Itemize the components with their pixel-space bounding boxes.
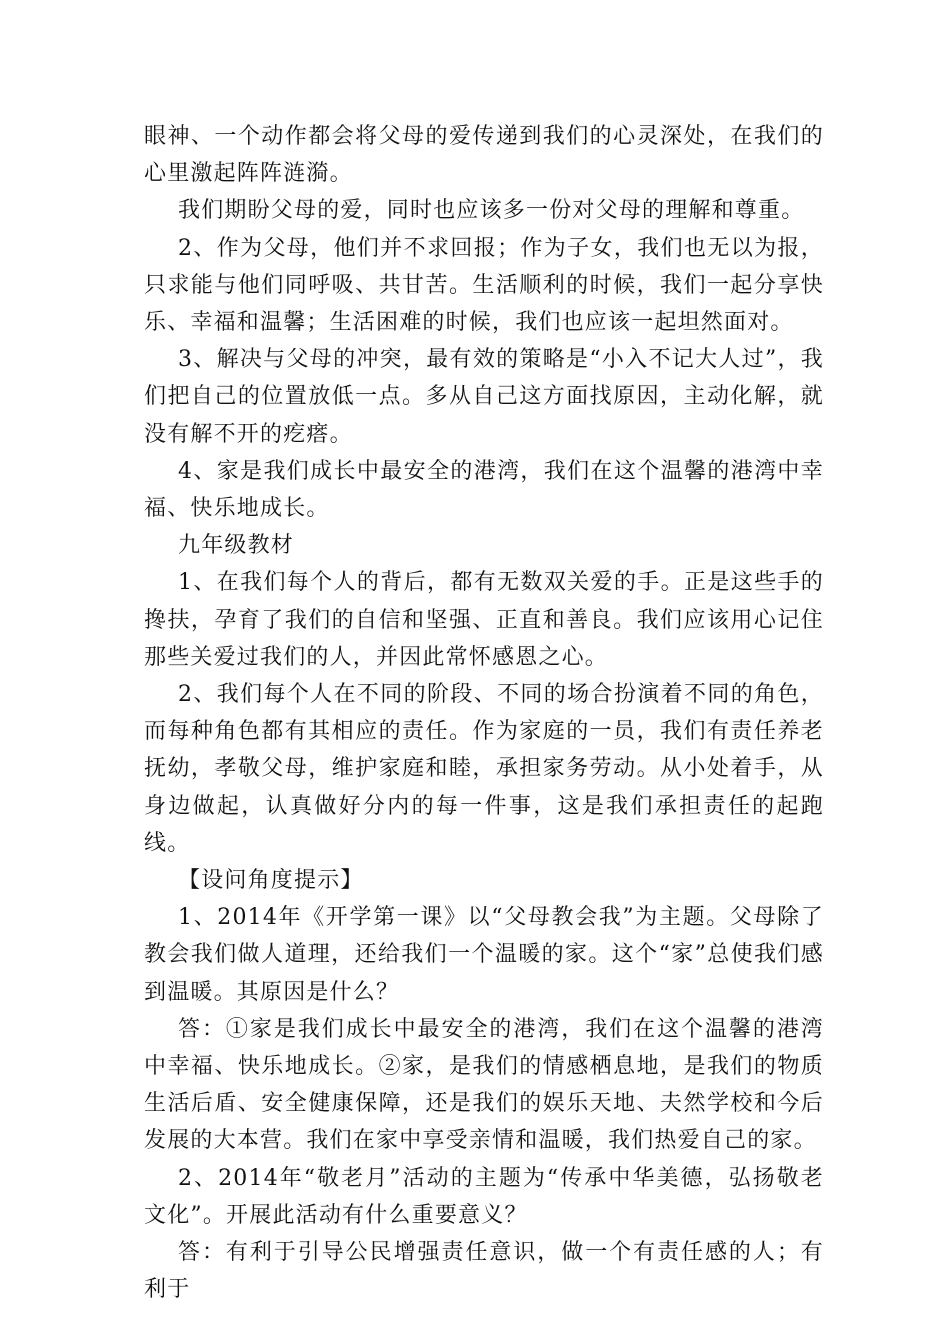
paragraph-grade9-point-2: 2、我们每个人在不同的阶段、不同的场合扮演着不同的角色，而每种角色都有其相应的责任。作为家庭的一员，我们有责任养老抚幼，孝敬父母，维护家庭和睦，承担家务劳动。从小处着手，从身边做起，认真做好分内的每一件事，这是我们承担责任的起跑线。 xyxy=(144,682,824,856)
question-2: 2、2014年“敬老月”活动的主题为“传承中华美德，弘扬敬老文化”。开展此活动有什么重要意义？ xyxy=(144,1165,824,1228)
answer-1: 答：①家是我们成长中最安全的港湾，我们在这个温馨的港湾中幸福、快乐地成长。②家，是我们的情感栖息地，是我们的物质生活后盾、安全健康保障，还是我们的娱乐天地、夫然学校和今后发展的大本营。我们在家中享受亲情和温暖，我们热爱自己的家。 xyxy=(144,1016,824,1154)
document-body xyxy=(144,118,824,1309)
paragraph-point-4: 4、家是我们成长中最安全的港湾，我们在这个温馨的港湾中幸福、快乐地成长。 xyxy=(144,458,824,522)
answer-2: 答：有利于引导公民增强责任意识，做一个有责任感的人；有利于 xyxy=(144,1240,824,1303)
section-heading-question-tips: 【设问角度提示】 xyxy=(178,868,364,894)
paragraph: 我们期盼父母的爱，同时也应该多一份对父母的理解和尊重。 xyxy=(178,198,805,224)
section-heading-grade-9: 九年级教材 xyxy=(178,533,295,559)
paragraph-grade9-point-1: 1、在我们每个人的背后，都有无数双关爱的手。正是这些手的搀扶，孕育了我们的自信和坚强、正直和善良。我们应该用心记住那些关爱过我们的人，并因此常怀感恩之心。 xyxy=(144,570,824,670)
paragraph-point-2: 2、作为父母，他们并不求回报；作为子女，我们也无以为报，只求能与他们同呼吸、共甘苦。生活顺利的时候，我们一起分享快乐、幸福和温馨；生活困难的时候，我们也应该一起坦然面对。 xyxy=(144,235,824,336)
question-1: 1、2014年《开学第一课》以“父母教会我”为主题。父母除了教会我们做人道理，还给我们一个温暖的家。这个“家”总使我们感到温暖。其原因是什么？ xyxy=(144,905,824,1005)
paragraph-point-3: 3、解决与父母的冲突，最有效的策略是“小入不记大人过”，我们把自己的位置放低一点。多从自己这方面找原因，主动化解，就没有解不开的疙瘩。 xyxy=(144,347,824,447)
paragraph-continuation: 眼神、一个动作都会将父母的爱传递到我们的心灵深处，在我们的心里激起阵阵涟漪。 xyxy=(144,124,824,187)
